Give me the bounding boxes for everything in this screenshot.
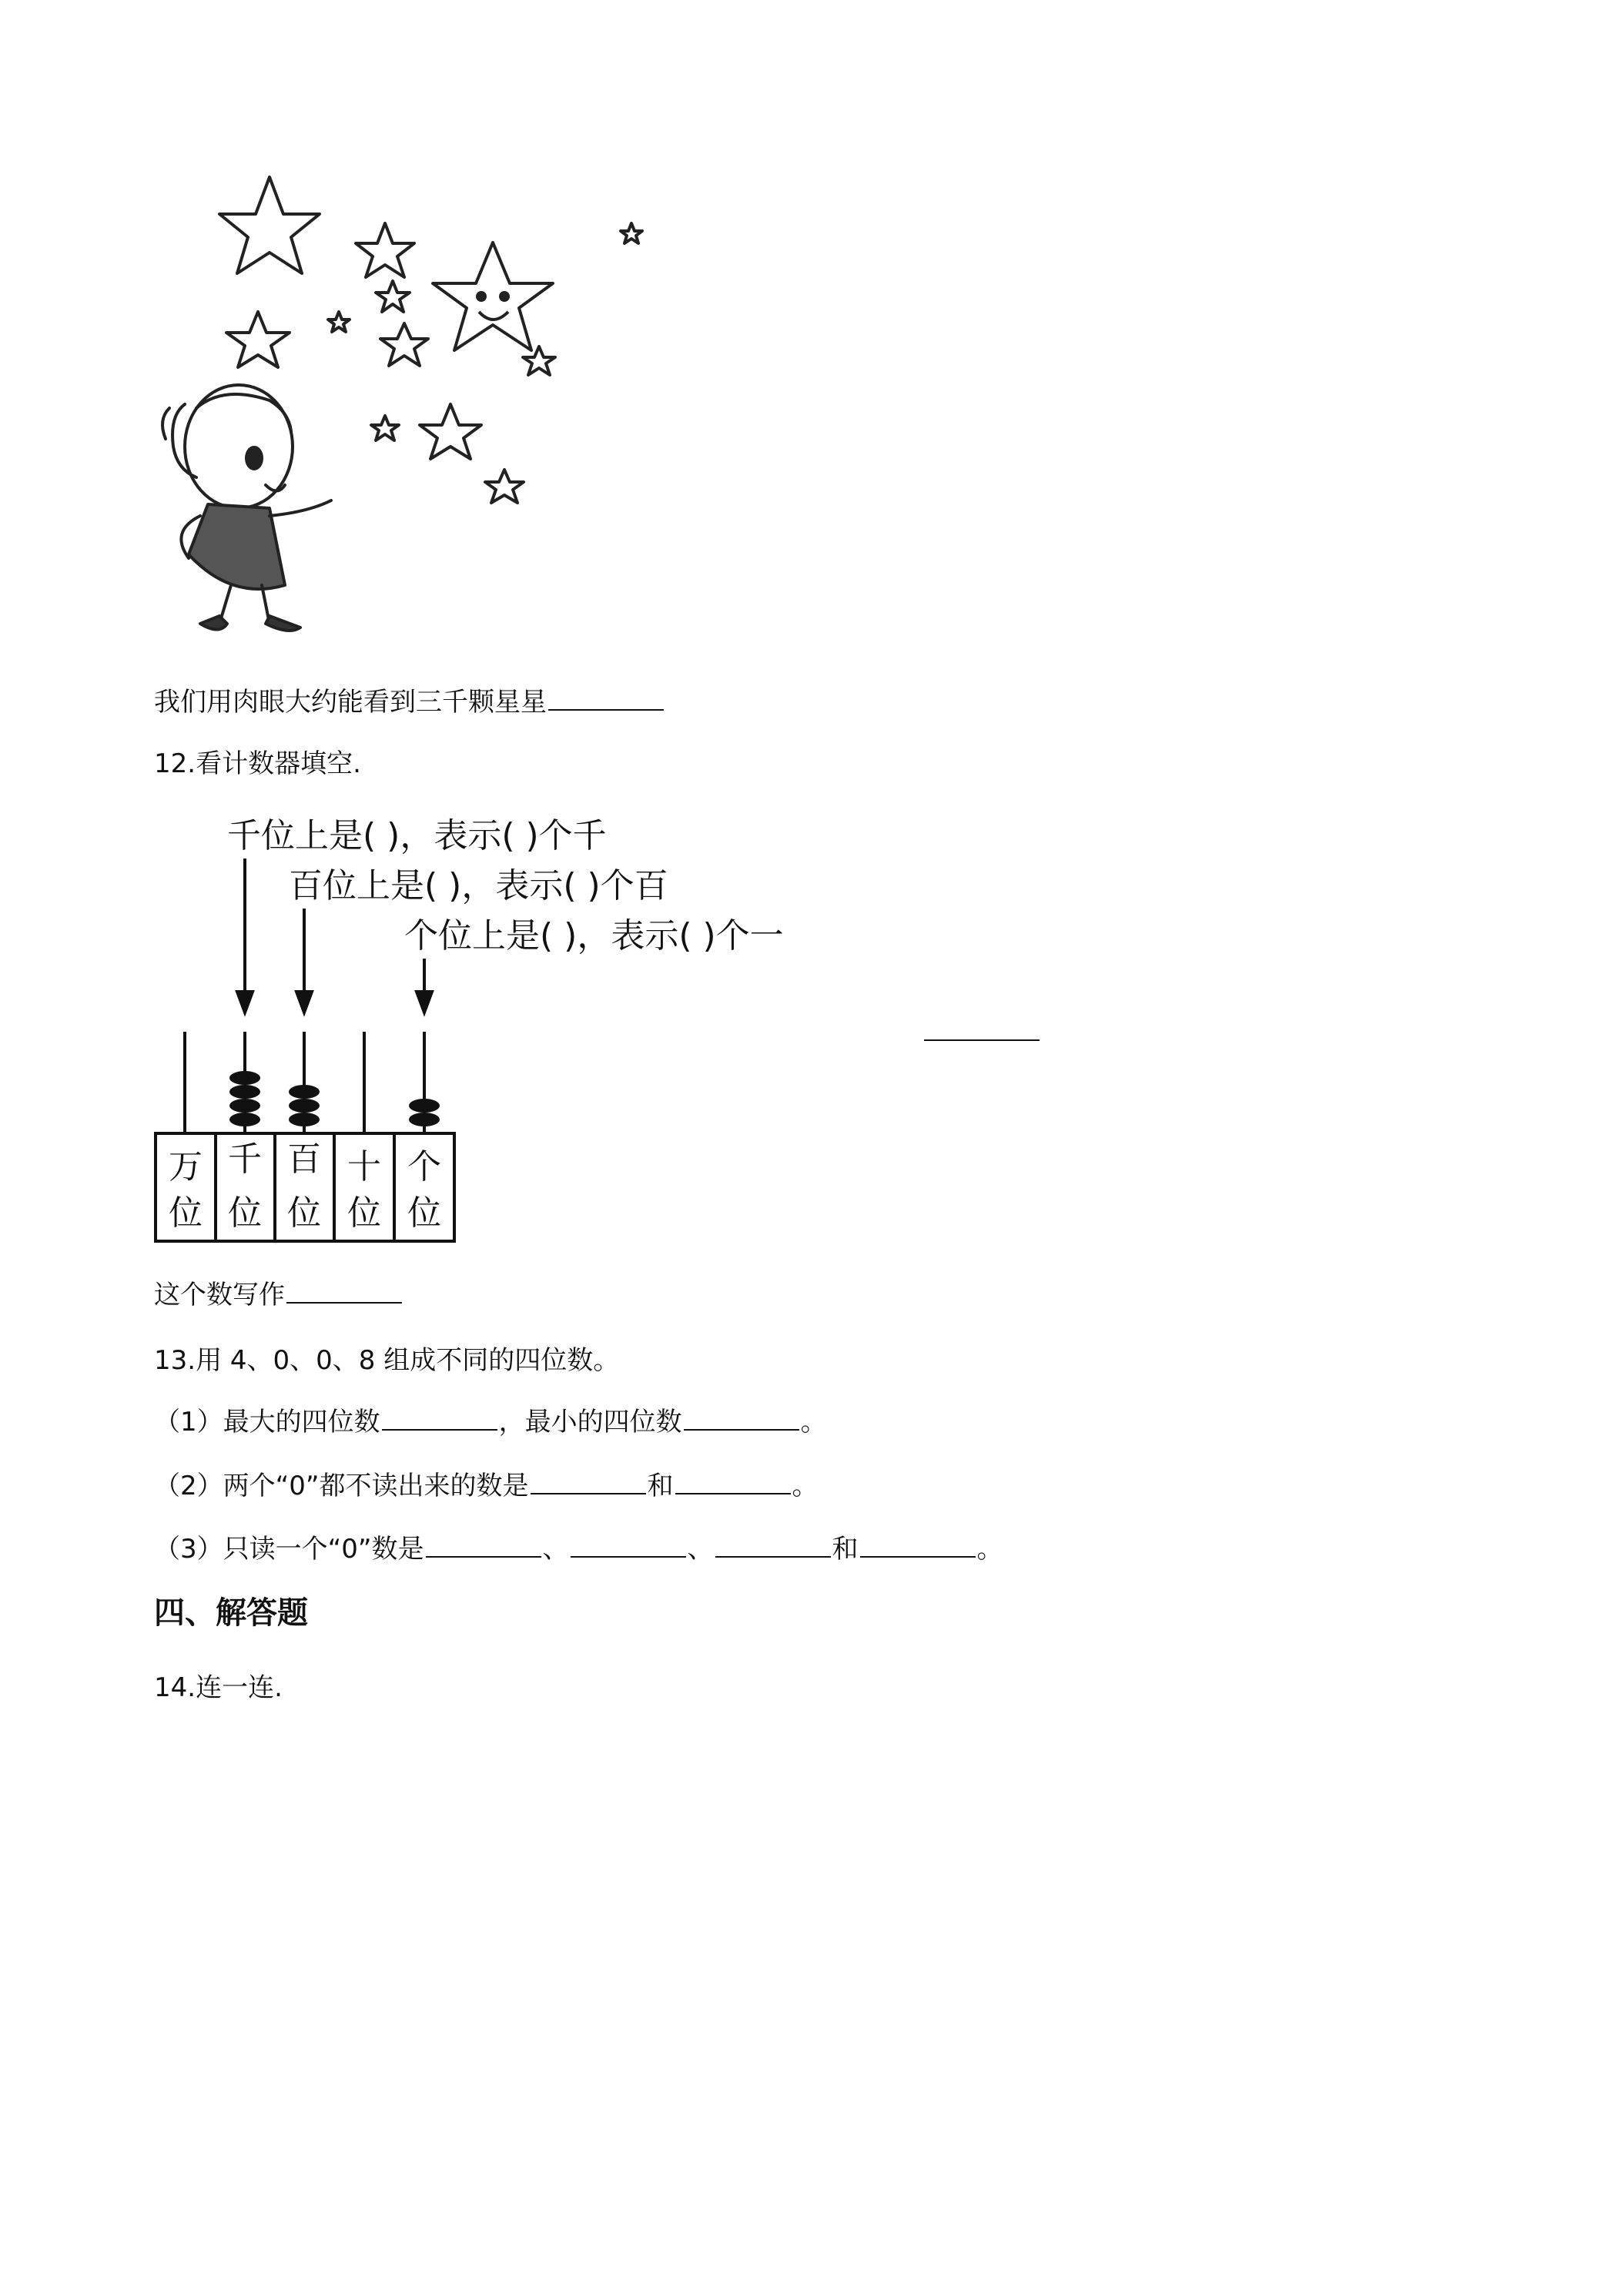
col-bottom-thousands: 位 — [228, 1193, 262, 1233]
q13-p1-text-b: ，最小的四位数 — [498, 1407, 682, 1438]
abacus-beads — [229, 1071, 440, 1126]
q13-p3-sep-2: 、 — [687, 1534, 714, 1565]
smiling-star-icon — [433, 243, 553, 350]
col-top-ones: 个 — [407, 1147, 441, 1186]
star-icon — [376, 281, 410, 312]
section-heading: 四、解答题 — [154, 1595, 308, 1631]
q13-p3-blank-3[interactable] — [715, 1533, 831, 1558]
col-bottom-hundreds: 位 — [287, 1193, 321, 1233]
col-bottom-tens: 位 — [347, 1193, 381, 1233]
star-icon — [523, 346, 555, 375]
star-icon — [485, 470, 524, 503]
star-icon — [219, 177, 320, 273]
q13-p3-end: 。 — [976, 1534, 1003, 1565]
q13-p2-text-c: 。 — [792, 1471, 819, 1501]
bead-thousands — [229, 1071, 260, 1085]
bead-hundreds — [289, 1085, 320, 1099]
q11-line — [154, 685, 665, 719]
star-icon — [380, 323, 428, 366]
bead-ones — [409, 1113, 440, 1126]
col-top-thousands: 千 — [228, 1140, 262, 1179]
q13-p1-text-a: （1）最大的四位数 — [154, 1407, 380, 1438]
q13-p3-and: 和 — [832, 1534, 859, 1565]
q13-largest-blank[interactable] — [382, 1406, 497, 1431]
q12-right-answer-blank[interactable] — [924, 1016, 1040, 1041]
bead-hundreds — [289, 1113, 320, 1126]
label-thousands: 千位上是( )，表示( )个千 — [227, 816, 607, 855]
q13-p2-text-a: （2）两个“0”都不读出来的数是 — [154, 1471, 529, 1501]
star-icon — [356, 223, 414, 277]
q14-title: 14.连一连. — [154, 1672, 283, 1703]
girl-figure — [162, 385, 331, 631]
q13-part1 — [154, 1405, 827, 1439]
bead-thousands — [229, 1099, 260, 1113]
bead-ones — [409, 1099, 440, 1113]
q13-p2-blank-1[interactable] — [531, 1470, 646, 1494]
q13-title: 13.用 4、0、0、8 组成不同的四位数。 — [154, 1345, 620, 1376]
q13-p2-text-b: 和 — [647, 1471, 674, 1501]
q13-p3-blank-2[interactable] — [571, 1533, 686, 1558]
bead-hundreds — [289, 1099, 320, 1113]
q12-written-label: 这个数写作 — [154, 1280, 285, 1310]
bead-thousands — [229, 1113, 260, 1126]
col-top-tens: 十 — [347, 1147, 381, 1186]
q13-p2-blank-2[interactable] — [675, 1470, 791, 1494]
col-top-ten-thousands: 万 — [169, 1147, 203, 1186]
q11-answer-blank[interactable] — [548, 686, 664, 711]
col-top-hundreds: 百 — [287, 1140, 321, 1179]
label-ones: 个位上是( )，表示( )个一 — [404, 916, 784, 956]
col-bottom-ten-thousands: 位 — [169, 1193, 203, 1233]
q12-written-line — [154, 1278, 403, 1312]
star-icon — [371, 416, 399, 440]
q12-title: 12.看计数器填空. — [154, 748, 361, 779]
star-icon — [420, 404, 481, 459]
q13-part2 — [154, 1469, 819, 1503]
q11-statement: 我们用肉眼大约能看到三千颗星星 — [154, 687, 547, 718]
bead-thousands — [229, 1085, 260, 1099]
stars-girl-illustration — [154, 154, 647, 678]
q13-p1-text-c: 。 — [800, 1407, 827, 1438]
q13-p3-text-a: （3）只读一个“0”数是 — [154, 1534, 424, 1565]
star-icon — [328, 312, 350, 332]
place-value-labels — [169, 1140, 441, 1233]
q12-written-blank[interactable] — [286, 1279, 402, 1304]
q13-smallest-blank[interactable] — [684, 1406, 799, 1431]
q13-p3-blank-1[interactable] — [426, 1533, 541, 1558]
label-hundreds: 百位上是( )，表示( )个百 — [289, 866, 668, 905]
q13-part3 — [154, 1532, 1003, 1566]
col-bottom-ones: 位 — [407, 1193, 441, 1233]
star-icon — [226, 312, 290, 367]
star-icon — [621, 223, 642, 243]
q13-p3-blank-4[interactable] — [860, 1533, 976, 1558]
q13-p3-sep-1: 、 — [542, 1534, 569, 1565]
